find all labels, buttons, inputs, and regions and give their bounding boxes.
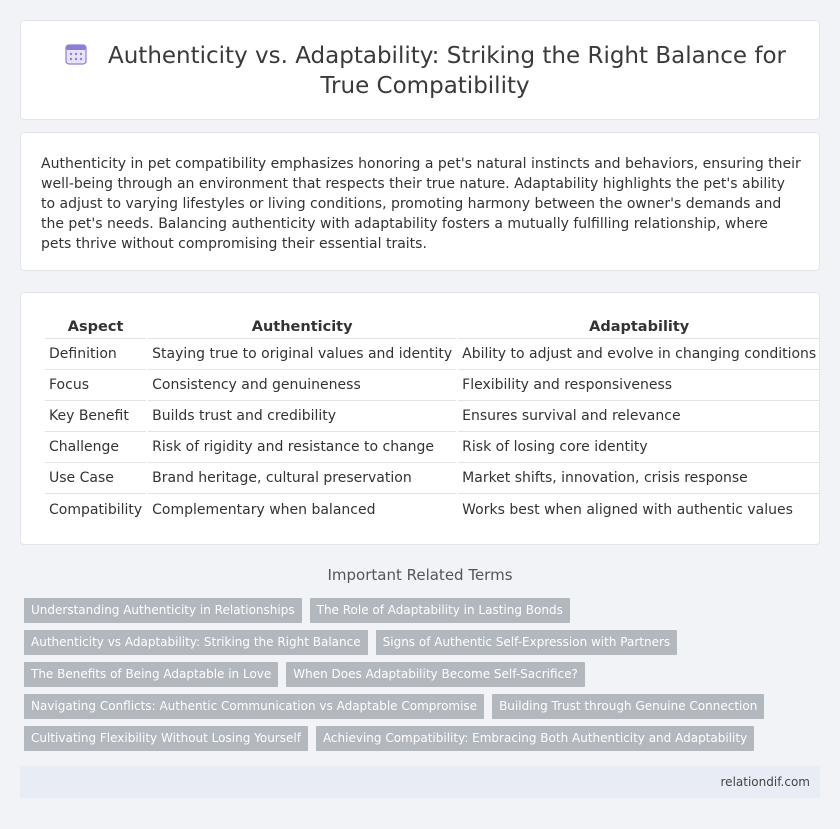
tag-row	[24, 662, 814, 694]
related-term-tag[interactable]: Navigating Conflicts: Authentic Communication vs Adaptable Compromise	[24, 694, 484, 719]
table-cell: Market shifts, innovation, crisis response	[458, 463, 820, 494]
table-cell: Works best when aligned with authentic values	[462, 501, 793, 518]
comparison-table-card	[20, 292, 820, 545]
tag-row	[24, 726, 814, 758]
table-cell: Consistency and genuineness	[148, 370, 456, 401]
table-row	[45, 432, 820, 463]
header-card	[20, 20, 820, 120]
related-terms-title: Important Related Terms	[327, 566, 513, 584]
table-cell: Key Benefit	[45, 401, 146, 432]
summary-card	[20, 132, 820, 271]
table-cell: Flexibility and responsiveness	[458, 370, 820, 401]
table-cell: Ability to adjust and evolve in changing conditions	[458, 339, 820, 370]
table-row	[45, 339, 820, 370]
footer-site-link[interactable]: relationdif.com	[720, 775, 810, 789]
tag-row	[24, 598, 814, 630]
table-row	[45, 401, 820, 432]
related-terms-list	[24, 598, 814, 758]
table-cell: Ensures survival and relevance	[458, 401, 820, 432]
related-term-tag[interactable]: When Does Adaptability Become Self-Sacrifice?	[286, 662, 585, 687]
table-header-row	[45, 311, 820, 339]
table-cell: Focus	[45, 370, 146, 401]
tag-row	[24, 694, 814, 726]
related-term-tag[interactable]: Signs of Authentic Self-Expression with Partners	[376, 630, 678, 655]
tag-row	[24, 630, 814, 662]
related-term-tag[interactable]: The Role of Adaptability in Lasting Bonds	[310, 598, 570, 623]
footer	[20, 766, 820, 798]
table-row	[45, 463, 820, 494]
related-term-tag[interactable]: Understanding Authenticity in Relationships	[24, 598, 302, 623]
page-title: Authenticity vs. Adaptability: Striking the Right Balance for True Compatibility	[107, 43, 787, 99]
table-cell: Compatibility	[49, 501, 143, 518]
table-cell: Complementary when balanced	[152, 501, 376, 518]
related-term-tag[interactable]: Cultivating Flexibility Without Losing Yourself	[24, 726, 308, 751]
table-cell: Use Case	[45, 463, 146, 494]
table-row	[45, 494, 820, 525]
table-row	[45, 370, 820, 401]
related-term-tag[interactable]: The Benefits of Being Adaptable in Love	[24, 662, 278, 687]
header-adaptability: Adaptability	[458, 311, 820, 339]
related-term-tag[interactable]: Authenticity vs Adaptability: Striking the Right Balance	[24, 630, 368, 655]
table-cell: Challenge	[45, 432, 146, 463]
table-cell: Definition	[45, 339, 146, 370]
header-authenticity: Authenticity	[148, 311, 456, 339]
table-cell: Brand heritage, cultural preservation	[148, 463, 456, 494]
page-title-block	[61, 41, 789, 101]
related-term-tag[interactable]: Achieving Compatibility: Embracing Both Authenticity and Adaptability	[316, 726, 754, 751]
table-cell: Builds trust and credibility	[148, 401, 456, 432]
header-aspect: Aspect	[45, 311, 146, 339]
table-cell: Risk of rigidity and resistance to change	[148, 432, 456, 463]
table-cell: Staying true to original values and identity	[148, 339, 456, 370]
summary-text: Authenticity in pet compatibility emphasizes honoring a pet's natural instincts and behaviors, ensuring their well-being through an environment that respects their true nature. Adaptability highlights the pet's ability to adjust to varying lifestyles or living conditions, promoting harmony between the owner's demands and the pet's needs. Balancing authenticity with adaptability fosters a mutually fulfilling relationship, where pets thrive without compromising their essential traits.	[41, 156, 801, 252]
calendar-icon	[64, 42, 88, 64]
related-term-tag[interactable]: Building Trust through Genuine Connection	[492, 694, 764, 719]
table-cell: Risk of losing core identity	[458, 432, 820, 463]
comparison-table	[43, 311, 822, 525]
